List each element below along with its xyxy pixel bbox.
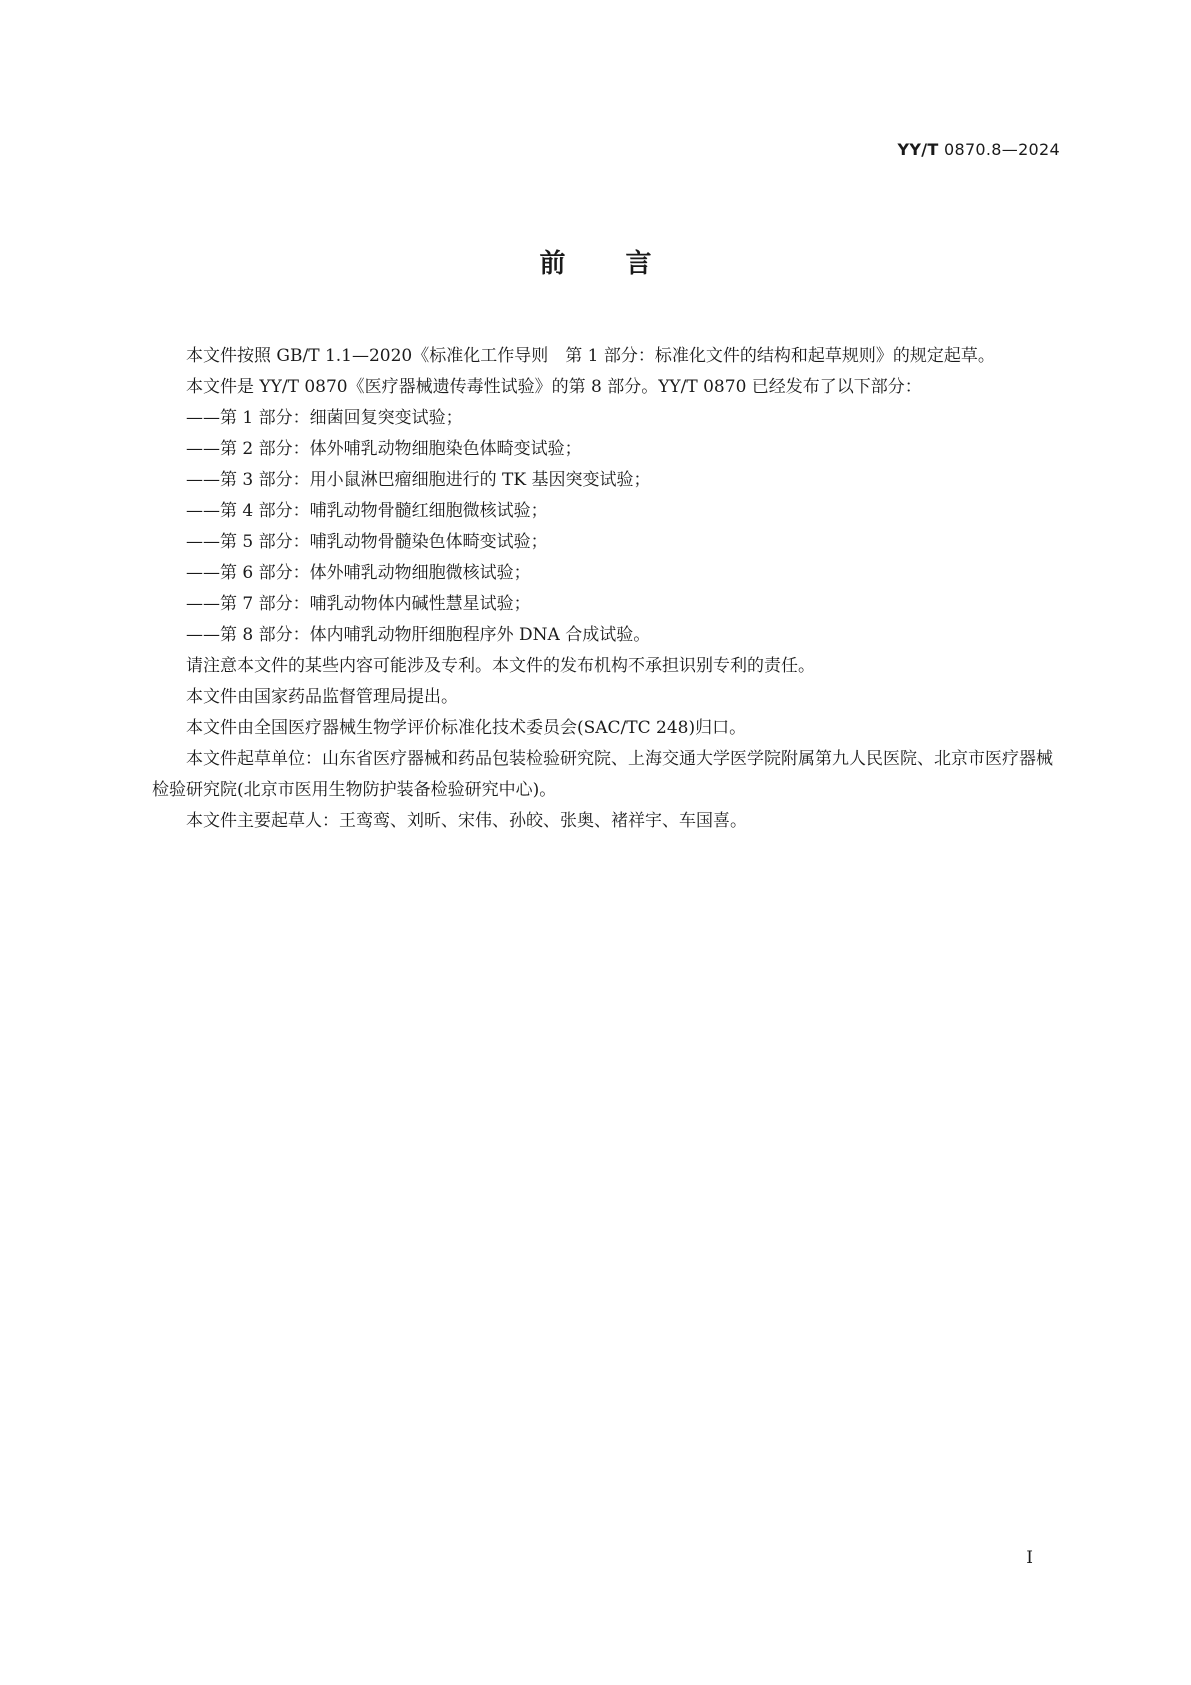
page-title: 前言 xyxy=(539,249,712,279)
paragraph-drafters: 本文件主要起草人：王鸾鸾、刘昕、宋伟、孙皎、张奥、褚祥宇、车国喜。 xyxy=(186,811,747,831)
list-item-part-5: ——第 5 部分：哺乳动物骨髓染色体畸变试验； xyxy=(186,532,548,552)
list-item-part-4: ——第 4 部分：哺乳动物骨髓红细胞微核试验； xyxy=(186,501,548,521)
standard-code-prefix: YY/T xyxy=(897,140,939,159)
paragraph-administered-by: 本文件由全国医疗器械生物学评价标准化技术委员会(SAC/TC 248)归口。 xyxy=(186,718,747,738)
standard-code xyxy=(897,140,1060,159)
list-item-part-1: ——第 1 部分：细菌回复突变试验； xyxy=(186,408,463,428)
paragraph-patent-notice: 请注意本文件的某些内容可能涉及专利。本文件的发布机构不承担识别专利的责任。 xyxy=(186,656,815,676)
list-item-part-2: ——第 2 部分：体外哺乳动物细胞染色体畸变试验； xyxy=(186,439,582,459)
paragraph-series-intro: 本文件是 YY/T 0870《医疗器械遗传毒性试验》的第 8 部分。YY/T 0870 已经发布了以下部分： xyxy=(186,377,922,397)
page-number: I xyxy=(1026,1548,1033,1568)
paragraph-drafting-rules: 本文件按照 GB/T 1.1—2020《标准化工作导则 第 1 部分：标准化文件的结构和起草规则》的规定起草。 xyxy=(186,346,995,366)
list-item-part-6: ——第 6 部分：体外哺乳动物细胞微核试验； xyxy=(186,563,531,583)
paragraph-drafting-organizations: 本文件起草单位：山东省医疗器械和药品包装检验研究院、上海交通大学医学院附属第九人民医院、北京市医疗器械检验研究院(北京市医用生物防护装备检验研究中心)。 xyxy=(152,749,1053,800)
list-item-part-7: ——第 7 部分：哺乳动物体内碱性慧星试验； xyxy=(186,594,531,614)
list-item-part-3: ——第 3 部分：用小鼠淋巴瘤细胞进行的 TK 基因突变试验； xyxy=(186,470,651,490)
standard-code-number: 0870.8—2024 xyxy=(943,140,1060,159)
foreword-body xyxy=(152,341,1056,837)
paragraph-proposed-by: 本文件由国家药品监督管理局提出。 xyxy=(186,687,458,707)
list-item-part-8: ——第 8 部分：体内哺乳动物肝细胞程序外 DNA 合成试验。 xyxy=(186,625,651,645)
